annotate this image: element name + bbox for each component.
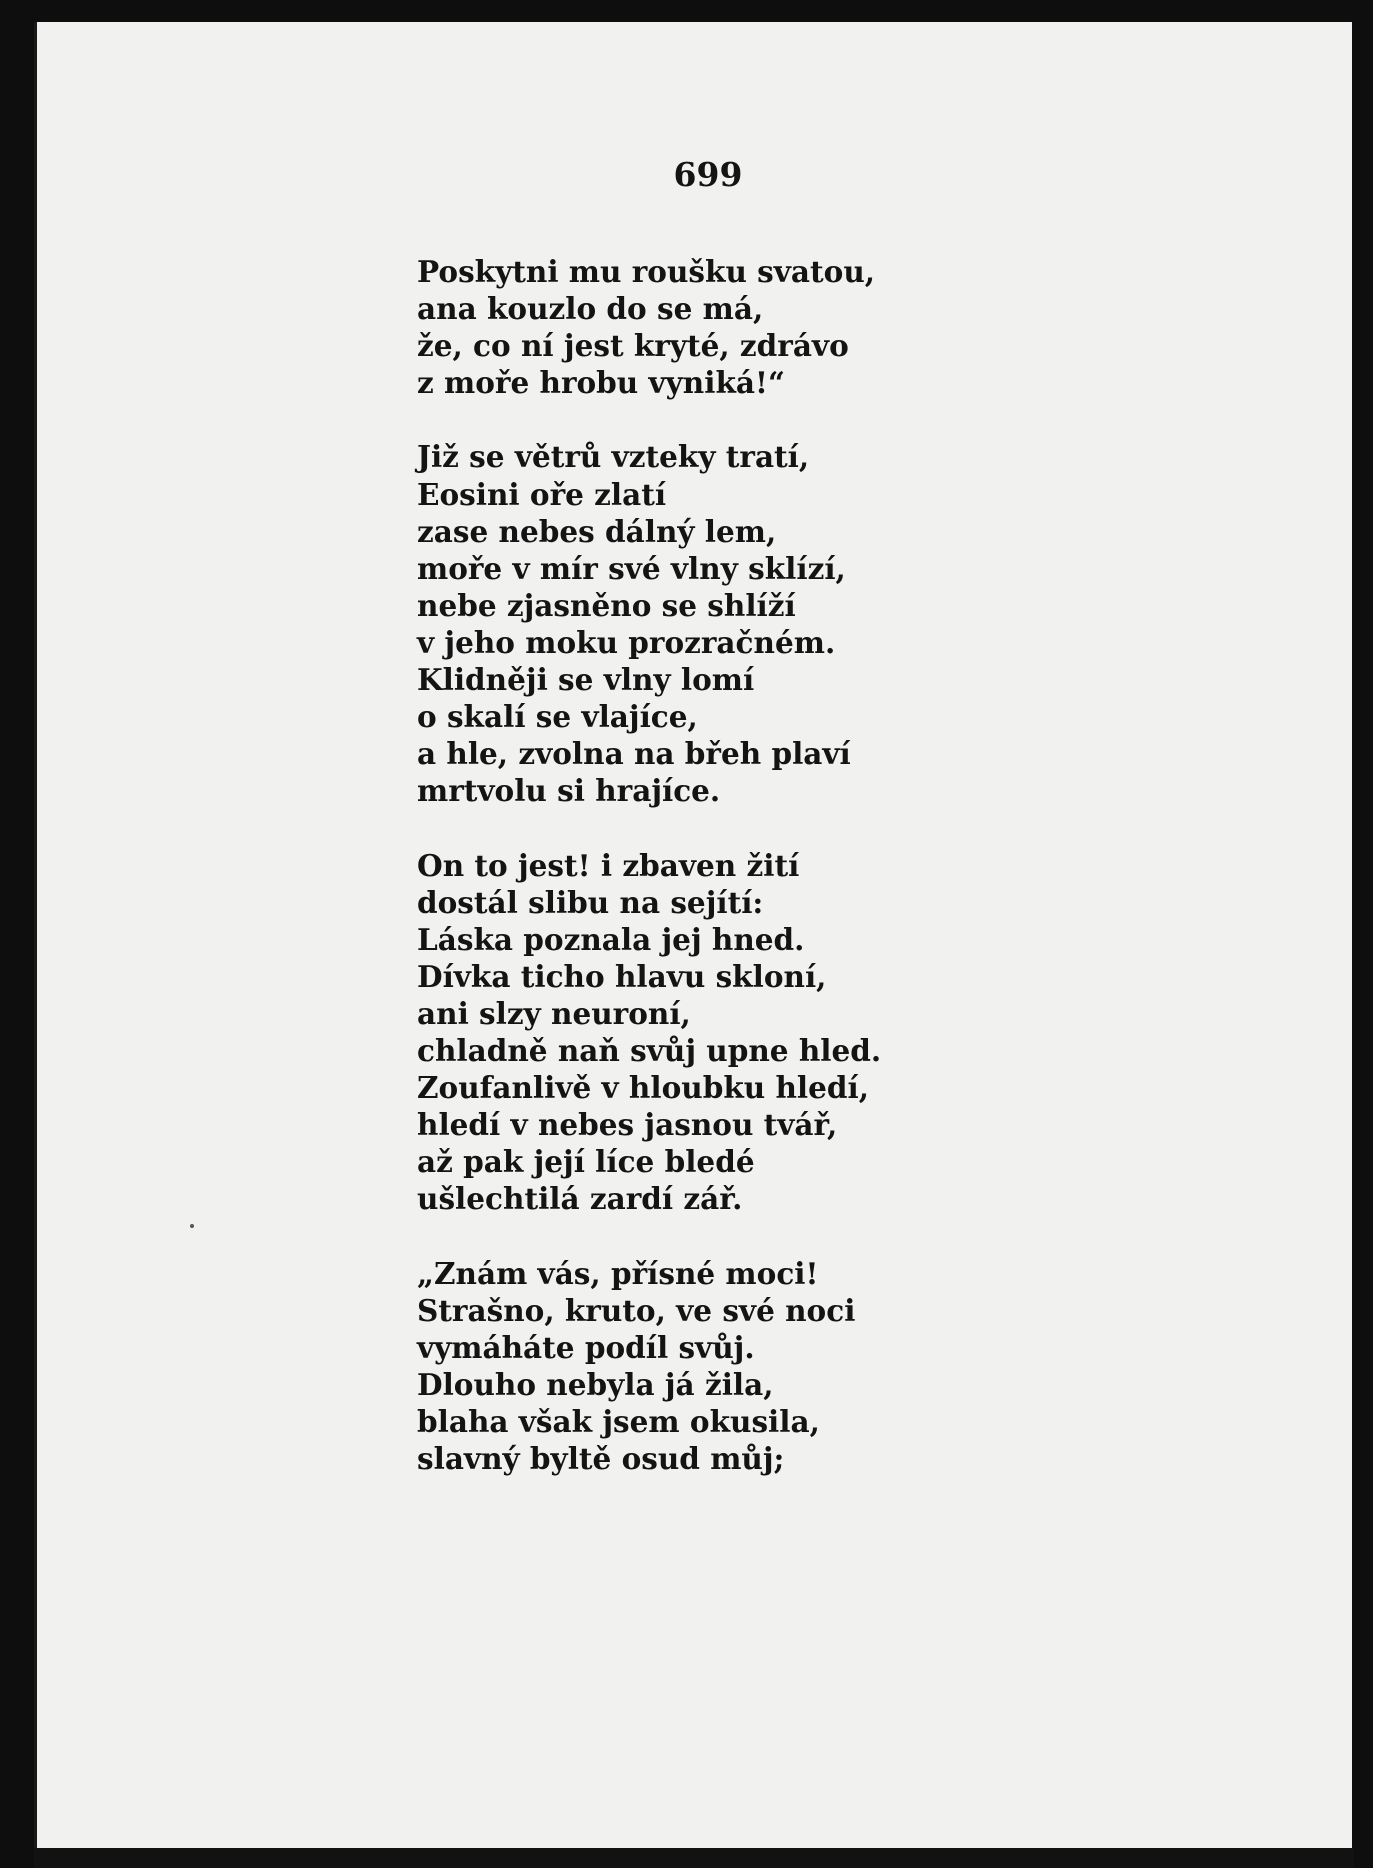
poem-line: Dlouho nebyla já žila, xyxy=(417,1366,774,1402)
stray-ink-dot xyxy=(190,1224,194,1228)
poem-line: Strašno, kruto, ve své noci xyxy=(417,1292,856,1328)
poem-line: z moře hrobu vyniká!“ xyxy=(417,365,785,401)
poem-line: a hle, zvolna na břeh plaví xyxy=(417,736,851,772)
poem-line: Poskytni mu roušku svatou, xyxy=(417,254,876,289)
poem-line: o skalí se vlajíce, xyxy=(417,699,698,735)
poem-line: On to jest! i zbaven žití xyxy=(417,847,800,883)
stanza-2 xyxy=(417,438,1197,809)
poem-line: „Znám vás, přísné moci! xyxy=(417,1255,819,1291)
poem-line: chladně naň svůj upne hled. xyxy=(417,1032,882,1068)
poem-line: Klidněji se vlny lomí xyxy=(417,662,755,698)
poem-line: mrtvolu si hrajíce. xyxy=(417,773,721,809)
poem-body xyxy=(417,253,1197,1477)
poem-line: až pak její líce bledé xyxy=(417,1144,755,1180)
poem-line: moře v mír své vlny sklízí, xyxy=(417,550,846,586)
poem-line: slavný byltě osud můj; xyxy=(417,1441,785,1476)
poem-line: že, co ní jest kryté, zdrávo xyxy=(417,328,849,364)
poem-line: Zoufanlivě v hloubku hledí, xyxy=(417,1070,870,1106)
book-page xyxy=(34,22,1352,1850)
poem-line: zase nebes dálný lem, xyxy=(417,513,777,549)
poem-line: Eosini oře zlatí xyxy=(417,476,667,512)
poem-line: blaha však jsem okusila, xyxy=(417,1403,820,1439)
poem-line: ušlechtilá zardí zář. xyxy=(417,1181,743,1217)
stanza-3 xyxy=(417,847,1197,1218)
poem-line: vymáháte podíl svůj. xyxy=(417,1329,755,1365)
poem-line: dostál slibu na sejítí: xyxy=(417,884,764,920)
poem-line: ana kouzlo do se má, xyxy=(417,291,764,327)
page-number: 699 xyxy=(673,155,743,194)
poem-line: Již se větrů vzteky tratí, xyxy=(417,439,810,475)
stanza-4 xyxy=(417,1255,1197,1478)
poem-line: v jeho moku prozračném. xyxy=(417,624,836,660)
scan-edge xyxy=(34,1848,1354,1868)
poem-line: Dívka ticho hlavu skloní, xyxy=(417,958,827,994)
poem-line: Láska poznala jej hned. xyxy=(417,921,805,957)
poem-line: ani slzy neuroní, xyxy=(417,995,691,1031)
stanza-1 xyxy=(417,253,1197,401)
poem-line: hledí v nebes jasnou tvář, xyxy=(417,1107,838,1143)
poem-line: nebe zjasněno se shlíží xyxy=(417,587,796,623)
